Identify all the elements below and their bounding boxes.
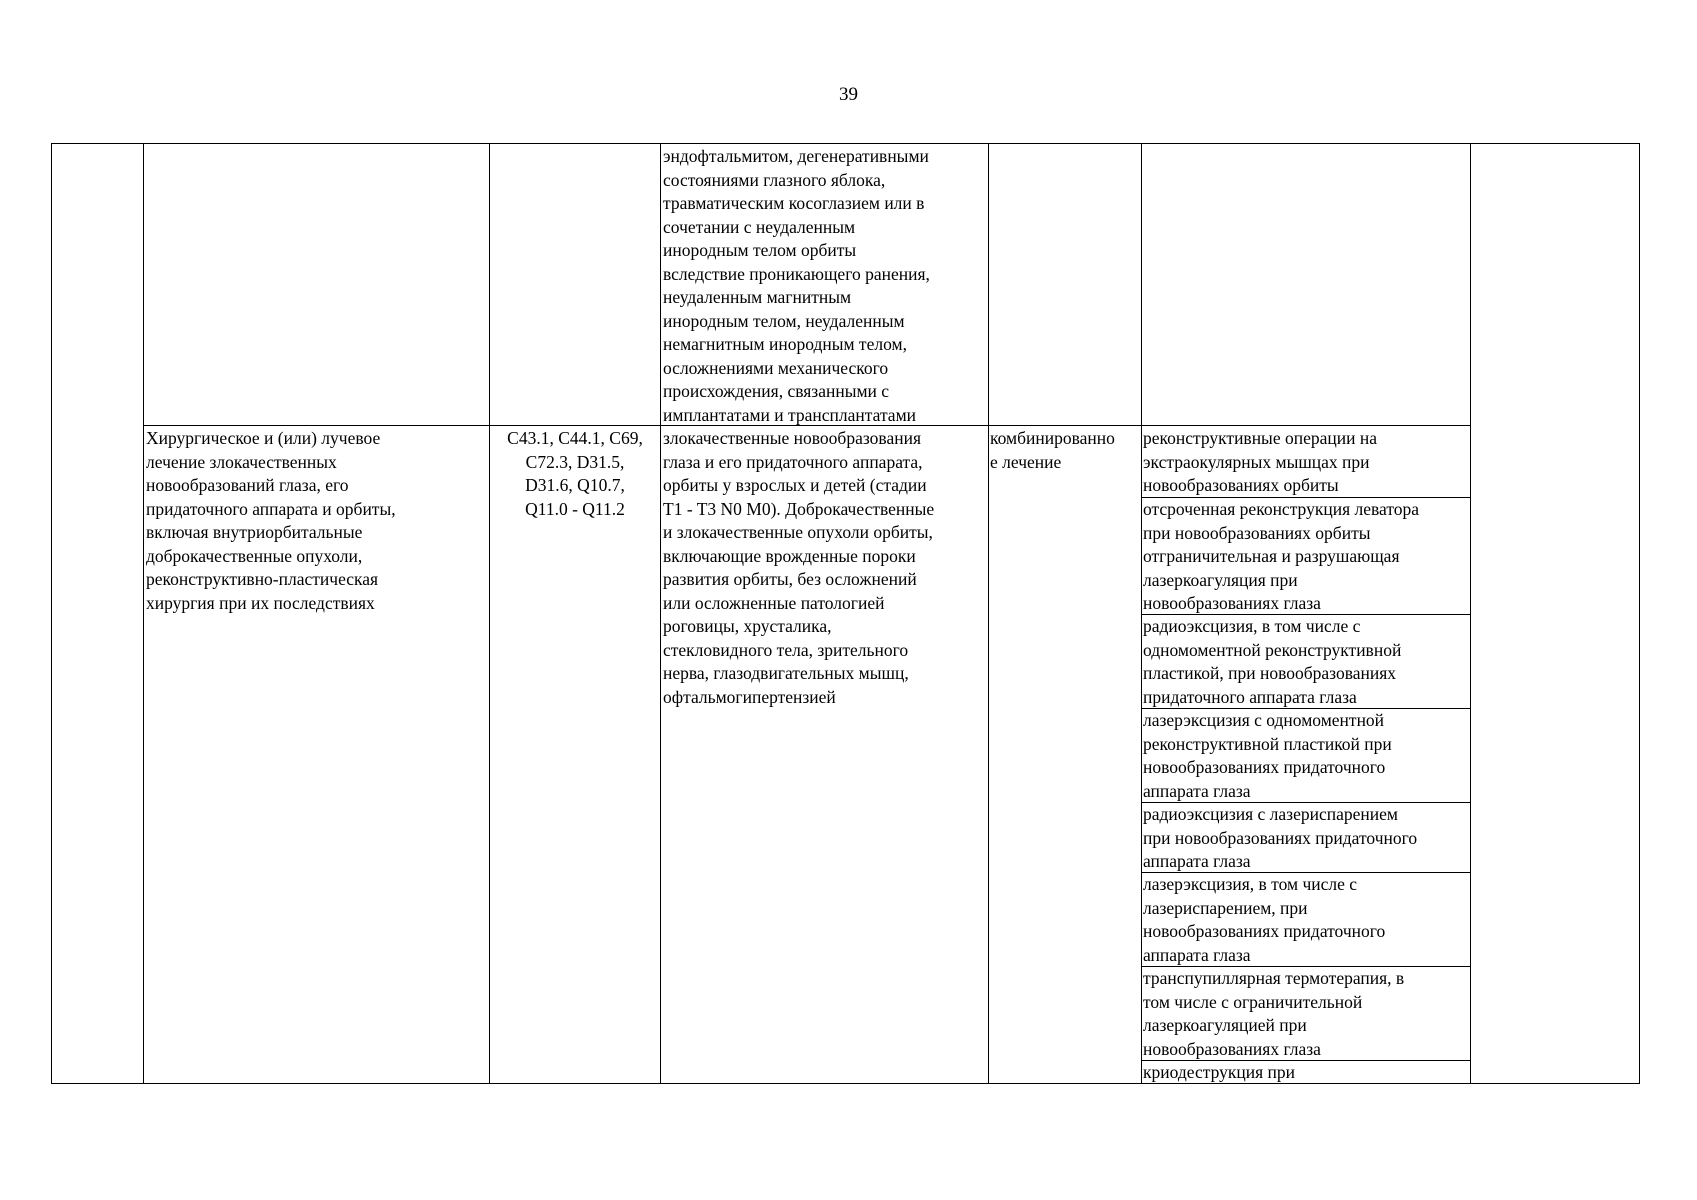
method-cell: реконструктивные операции на экстраокулярных мышцах при новообразованиях орбиты bbox=[1143, 428, 1377, 495]
continuation-model-cell: эндофтальмитом, дегенеративными состояниями глазного яблока, травматическим косоглазием или в сочетании с неудаленным инородным телом орбиты вследствие проникающего ранения, неудаленным магнитным инородным телом, неудаленным немагнитным инородным телом, осложнениями механического происхождения, связанными с имплантатами и трансплантатами bbox=[663, 146, 930, 425]
column-divider bbox=[143, 143, 144, 1084]
column-divider bbox=[988, 143, 989, 1084]
column-divider bbox=[1470, 143, 1471, 1084]
method-cell: лазерэксцизия с одномоментной реконструктивной пластикой при новообразованиях придаточного аппарата глаза bbox=[1143, 710, 1392, 801]
method-cell: радиоэксцизия с лазериспарением при новообразованиях придаточного аппарата глаза bbox=[1143, 804, 1418, 871]
treatment-name-cell: Хирургическое и (или) лучевое лечение злокачественных новообразований глаза, его придаточного аппарата и орбиты, включая внутриорбитальные доброкачественные опухоли, реконструктивно-пластическая хирургия при их последствиях bbox=[146, 428, 396, 613]
method-cell: транспупиллярная термотерапия, в том числе с ограничительной лазеркоагуляцией при новообразованиях глаза bbox=[1143, 968, 1405, 1059]
method-cell: лазерэксцизия, в том числе с лазериспарением, при новообразованиях придаточного аппарата глаза bbox=[1143, 874, 1386, 965]
method-cell: радиоэксцизия, в том числе с одномоментной реконструктивной пластикой, при новообразованиях придаточного аппарата глаза bbox=[1143, 616, 1402, 707]
icd-codes-cell: C43.1, C44.1, C69, C72.3, D31.5, D31.6, Q10.7, Q11.0 - Q11.2 bbox=[507, 428, 643, 519]
column-divider bbox=[660, 143, 661, 1084]
column-divider bbox=[489, 143, 490, 1084]
method-cell: отсроченная реконструкция леватора при новообразованиях орбиты отграничительная и разрушающая лазеркоагуляция при новообразованиях глаза bbox=[1143, 499, 1420, 613]
method-cell: криодеструкция при bbox=[1143, 1062, 1296, 1082]
page-number: 39 bbox=[839, 84, 858, 105]
patient-model-cell: злокачественные новообразования глаза и его придаточного аппарата, орбиты у взрослых и детей (стадии T1 - T3 N0 M0). Доброкачественные и злокачественные опухоли орбиты, включающие врожденные пороки развития орбиты, без осложнений или осложненные патологией роговицы, хрусталика, стекловидного тела, зрительного нерва, глазодвигательных мышц, офтальмогипертензией bbox=[663, 428, 935, 707]
treatment-type-cell: комбинированно е лечение bbox=[990, 428, 1115, 472]
